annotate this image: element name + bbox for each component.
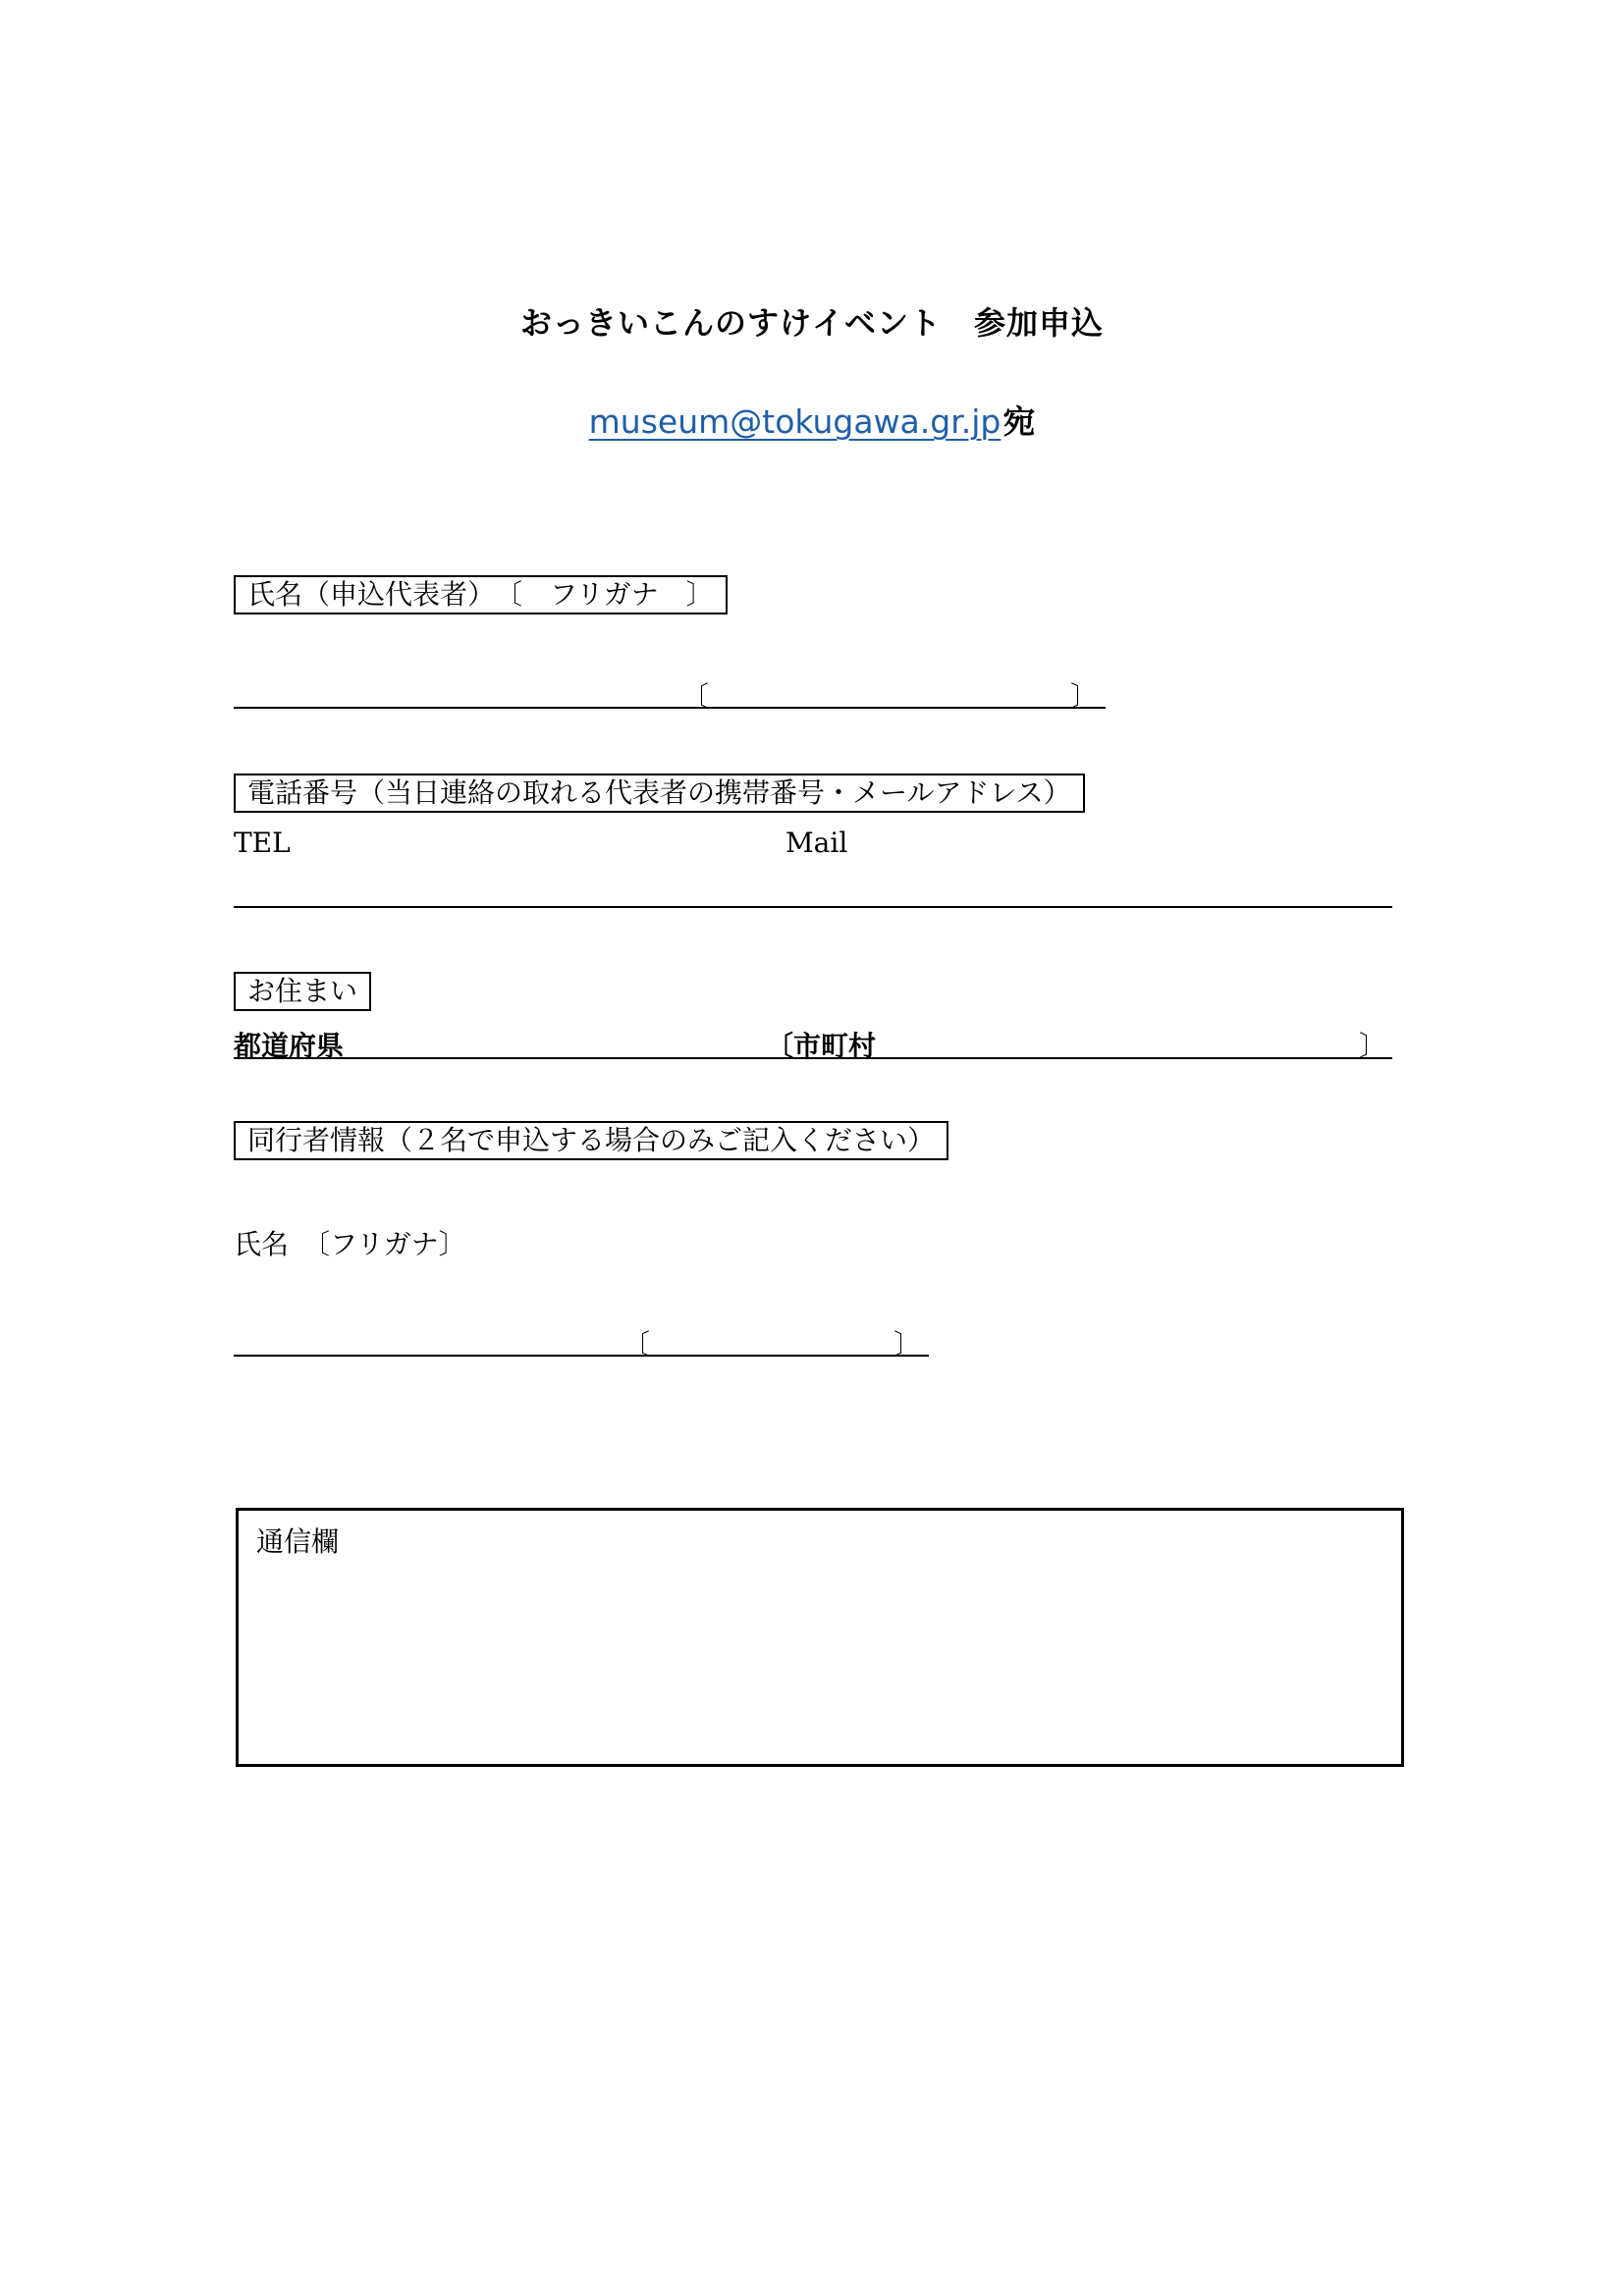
city-label: 〔市町村 <box>766 1030 877 1062</box>
applicant-section-label: 氏名（申込代表者） 〔 フリガナ 〕 <box>234 575 728 614</box>
applicant-furigana-open: 〔 <box>681 680 710 713</box>
address-line[interactable] <box>234 1057 1392 1059</box>
companion-name-line[interactable] <box>234 1355 929 1357</box>
email-link[interactable]: museum@tokugawa.gr.jp <box>588 402 1001 441</box>
address-section-label: お住まい <box>234 972 371 1011</box>
applicant-name-line[interactable] <box>234 707 1106 709</box>
prefecture-label: 都道府県 <box>234 1030 345 1062</box>
tel-label: TEL <box>234 827 291 859</box>
applicant-furigana-close: 〕 <box>1070 680 1099 713</box>
companion-furigana-open: 〔 <box>623 1328 651 1361</box>
companion-furigana-close: 〕 <box>893 1328 922 1361</box>
city-bracket-close: 〕 <box>1359 1030 1387 1062</box>
mail-label: Mail <box>785 827 848 859</box>
email-suffix: 宛 <box>1002 402 1036 441</box>
document-title: おっきいこんのすけイベント 参加申込 <box>519 304 1104 342</box>
companion-section-label: 同行者情報（２名で申込する場合のみご記入ください） <box>234 1121 948 1160</box>
contact-line[interactable] <box>234 906 1392 908</box>
notes-box[interactable] <box>236 1508 1404 1767</box>
notes-label: 通信欄 <box>256 1525 340 1558</box>
contact-section-label: 電話番号（当日連絡の取れる代表者の携帯番号・メールアドレス） <box>234 774 1085 813</box>
recipient-address <box>0 397 1624 443</box>
companion-name-label: 氏名 〔フリガナ〕 <box>234 1228 466 1260</box>
